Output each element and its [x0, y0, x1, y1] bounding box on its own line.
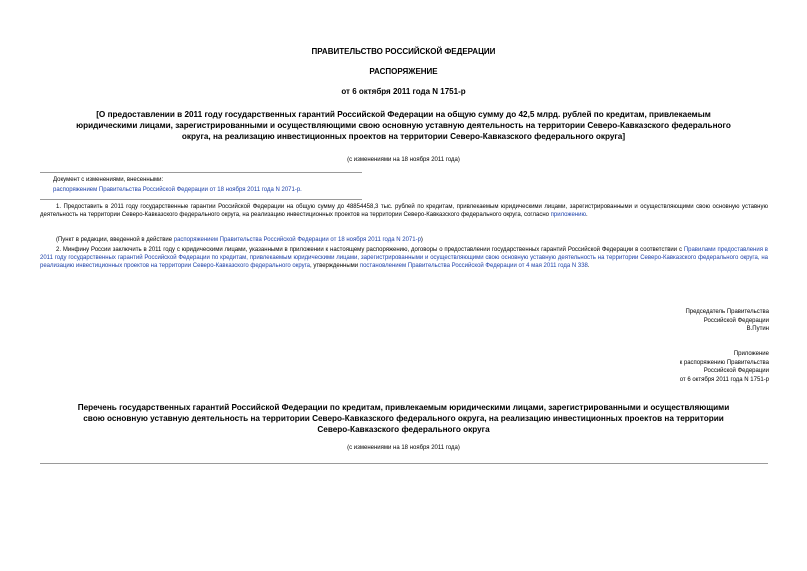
- resolution-link[interactable]: постановлением Правительства Российской Федерации от 4 мая 2011 года N 338: [359, 263, 588, 269]
- rules-link[interactable]: Правилами предоставления в 2011 году государственных гарантий Российской Федерации по кредитам, привлекаемым юридическими лицами, зарегистрированными и осуществляющими свою основную уставную деятельность на территории Северо-Кавказского федерального округа, на реализацию инвестиционных проектов на территории Северо-Кавказского федерального округа: [40, 247, 768, 269]
- appendix-title-line-2: свою основную уставную деятельность на территории Северо-Кавказского федерального округа, на реализацию инвестиционных проектов на территории: [83, 414, 724, 423]
- signature-line-3: В.Путин: [746, 326, 769, 332]
- appendix-ref-line-4: от 6 октября 2011 года N 1751-р: [679, 376, 769, 383]
- divider: [40, 172, 362, 173]
- divider: [40, 199, 362, 200]
- amendment-decree-link[interactable]: распоряжением Правительства Российской Федерации от 18 ноября 2011 года N 2071-р: [173, 237, 421, 243]
- document-type: РАСПОРЯЖЕНИЕ: [369, 67, 438, 76]
- appendix-amendment-note: (с изменениями на 18 ноября 2011 года): [347, 445, 460, 451]
- changes-heading: Документ с изменениями, внесенными:: [53, 177, 164, 183]
- appendix-ref-line-2: к распоряжению Правительства: [679, 359, 769, 366]
- document-date-number: от 6 октября 2011 года N 1751-р: [341, 87, 466, 96]
- paragraph-2: [40, 246, 768, 270]
- note-text: (Пункт в редакции, введенной в действие: [56, 237, 174, 243]
- note-end: ): [420, 237, 423, 243]
- paragraph-1: [40, 203, 768, 219]
- paragraph-1-text: 1. Предоставить в 2011 году государственные гарантии Российской Федерации на общую сумму до 48854458,3 тыс. рублей по кредитам, привлекаемым юридическими лицами, зарегистрированными и осуществляющими свою основную уставную деятельность на территории Северо-Кавказского федерального округа, на реализацию инвестиционных проектов на территории Северо-Кавказского федерального округа, согласно: [40, 204, 768, 218]
- appendix-title: [36, 402, 771, 435]
- paragraph-2-end: .: [587, 263, 590, 269]
- changes-link[interactable]: распоряжением Правительства Российской Федерации от 18 ноября 2011 года N 2071-р.: [53, 187, 302, 193]
- document-title: [36, 109, 771, 142]
- signature-line-1: Председатель Правительства: [685, 309, 769, 315]
- appendix-ref-line-1: Приложение: [733, 351, 769, 357]
- appendix-title-line-1: Перечень государственных гарантий Российской Федерации по кредитам, привлекаемым юридическими лицами, зарегистрированными и осуществляющими: [77, 403, 730, 412]
- signature-block: [685, 308, 769, 334]
- title-line-1: [О предоставлении в 2011 году государственных гарантий Российской Федерации на общую сумму до 42,5 млрд. рублей по кредитам, привлекаемым: [96, 110, 711, 119]
- paragraph-1-end: .: [585, 212, 588, 218]
- amendment-note: (с изменениями на 18 ноября 2011 года): [347, 157, 460, 163]
- appendix-ref-line-3: Российской Федерации: [703, 368, 769, 374]
- paragraph-2-text: 2. Минфину России заключить в 2011 году с юридическими лицами, указанными в приложении к настоящему распоряжению, договоры о предоставлении государственных гарантий Российской Федерации в соответствии с: [56, 247, 684, 253]
- paragraph-2-mid: , утвержденными: [310, 263, 360, 269]
- appendix-title-line-3: Северо-Кавказского федерального округа: [317, 425, 490, 434]
- signature-line-2: Российской Федерации: [703, 317, 769, 324]
- appendix-link[interactable]: приложению: [550, 212, 586, 218]
- government-heading: ПРАВИТЕЛЬСТВО РОССИЙСКОЙ ФЕДЕРАЦИИ: [311, 47, 496, 56]
- paragraph-1-note: [40, 236, 768, 244]
- title-line-3: округа, на реализацию инвестиционных проектов на территории Северо-Кавказского федерального округа]: [181, 132, 626, 141]
- bottom-divider: [40, 463, 768, 464]
- appendix-reference: [680, 350, 769, 384]
- title-line-2: юридическими лицами, зарегистрированными и осуществляющими свою основную уставную деятельность на территории Северо-Кавказского федерального: [76, 121, 731, 130]
